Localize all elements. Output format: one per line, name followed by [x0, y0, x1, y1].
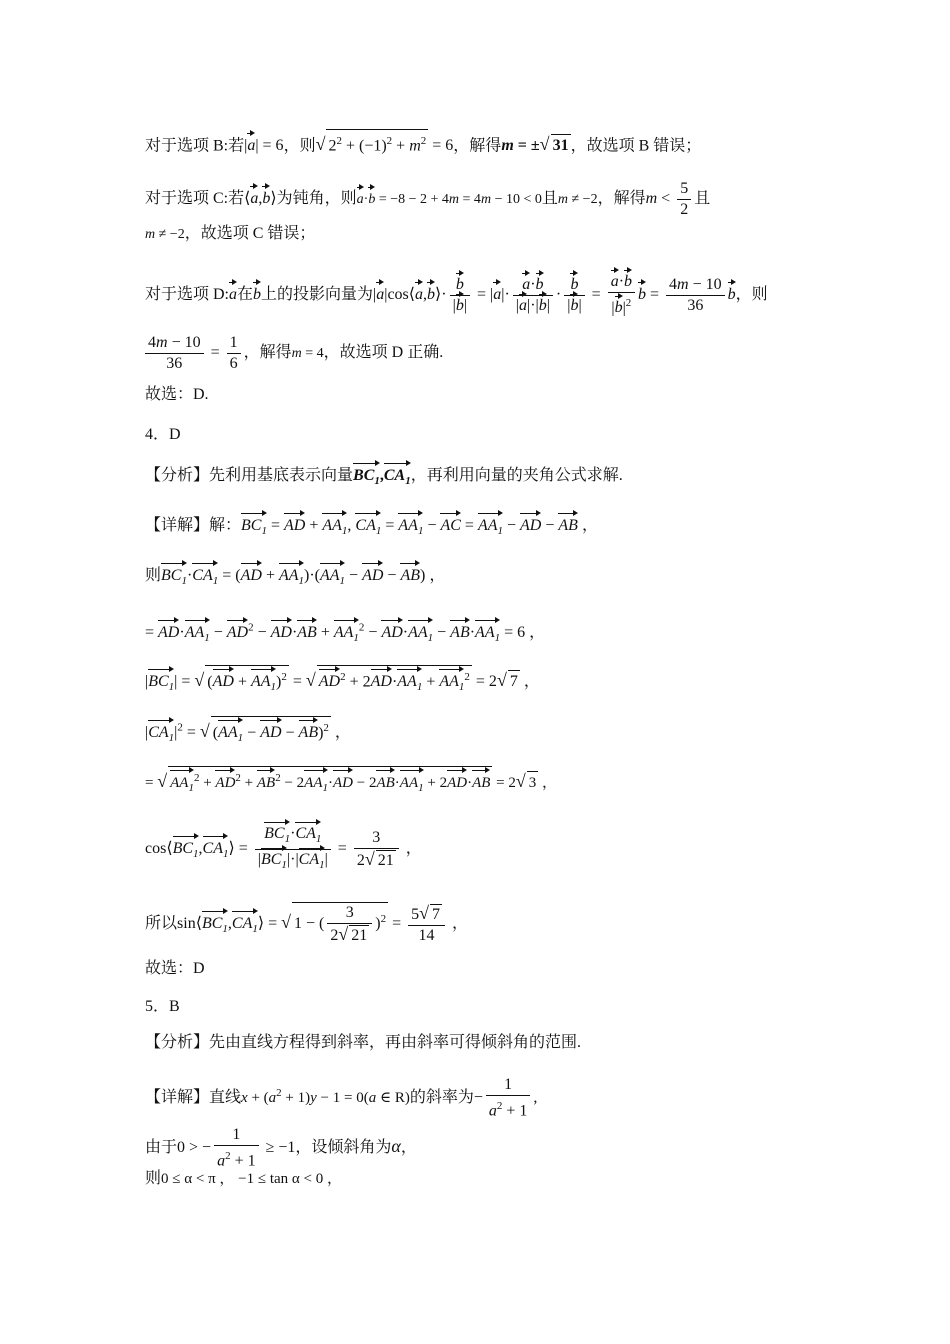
math-dot-expand: $BC_1\cdot CA_1 = (AD + AA_1)\cdot(AA_1$ − AD − AB) ， [161, 567, 445, 584]
option-c-conclusion: ，故选项 C 错误； [184, 225, 316, 242]
option-d-prefix: 对于选项 D: [145, 285, 230, 303]
q5-analysis: 【分析】先由直线方程得到斜率，再由斜率可得倾斜角的范围. [145, 1034, 582, 1051]
q4-detail-4 [145, 665, 540, 699]
q4-analysis-post: ，再利用向量的夹角公式求解. [410, 467, 623, 484]
math-m-neq-2: m ≠ −2 [145, 227, 185, 242]
math-range: 0 ≤ α < π ， −1 ≤ tan α < 0 ， [161, 1171, 342, 1187]
math-vec-b: b [253, 284, 261, 306]
q4-analysis [145, 465, 623, 492]
math-slope: − $\frac{1}{a^2 + 1}$ , [473, 1076, 538, 1120]
math-m-lt: m < $\frac{5}{2}$ [646, 190, 695, 207]
math-m-neq: m ≠ −2 [557, 192, 598, 208]
q4-detail-5 [145, 716, 351, 750]
option-c-line [145, 179, 710, 220]
math-bc1-norm: $|BC_1|$ = √ $(AD + AA_1)^2$ = √ $AD^2 + 2AD\cdot AA_1 + AA_1^2 = 2√$ 7 ， [145, 673, 540, 690]
q4-detail-8 [145, 902, 468, 946]
q4-so: 所以 [145, 915, 178, 933]
math-line-eq: $x + (a^2 + 1)y - 1 = 0(a$ ∈ R) [241, 1086, 410, 1106]
option-c-obtuse: 为钝角，则 [276, 190, 357, 208]
option-d-then: ，则 [735, 285, 768, 303]
q5-slope-label: 的斜率为 [409, 1088, 474, 1106]
math-base-expr: $BC_1$ = AD + $AA_1$, $CA_1 = AA_1$ − AC = $AA_1$ − AD − AB ， [241, 517, 598, 534]
math-vectors: $BC_1,CA_1$ [353, 467, 411, 484]
q4-detail-3 [145, 617, 545, 650]
option-b-prefix: 对于选项 B:若 [145, 137, 245, 155]
question-5-answer: 5．B [145, 998, 180, 1015]
q5-angle-label: ，设倾斜角为 [295, 1138, 392, 1156]
math-dot-product: a·b = −8 − 2 + 4m = 4m − 10 < 0 [357, 192, 542, 207]
math-alpha: α [391, 1135, 401, 1156]
q4-detail-6 [145, 766, 557, 799]
math-sqrt-expression: √ $2^2 + (-1)^2 + m^2 = 6$ [316, 137, 454, 154]
option-b-then: ，则 [283, 137, 316, 155]
math-projection: |a|cos⟨a,b⟩· $\frac{b}{|b|}$ = |a|· $\frac{a\cdot b}{|a|\cdot|b|}$ · $\frac{b}{|b|}$ = $\frac{a\cdot b}{|b|^2}$ b = $\frac{4m - 10}{36}$ b [373, 273, 736, 317]
option-b-line [145, 129, 701, 157]
q5-detail-1 [145, 1075, 537, 1121]
option-c-and2: 且 [694, 190, 711, 208]
option-c-line-2 [145, 223, 315, 246]
option-d-projection: 上的投影向量为 [261, 285, 374, 303]
q5-then: 则 [145, 1170, 162, 1187]
option-c-solve: ，解得 [597, 190, 646, 208]
answer-4: 故选：D [145, 960, 205, 977]
q4-detail-7 [145, 824, 422, 875]
q5-detail-2: 由于0 > − $\frac{1}{a^2 + 1}$ ≥ −1，设倾斜角为α， [145, 1126, 417, 1170]
option-d-on: 在 [237, 285, 254, 303]
option-c-and: 且 [541, 190, 558, 208]
answer-3: 故选：D. [145, 386, 209, 403]
math-equation-frac: $\frac{4m - 10}{36}$ = $\frac{1}{6}$ [142, 344, 244, 361]
option-c-prefix: 对于选项 C:若 [145, 190, 245, 208]
math-vec-a: a [229, 284, 237, 306]
option-d-line [145, 272, 768, 318]
option-b-solve: ，解得 [453, 137, 502, 155]
q5-since: 由于 [145, 1138, 178, 1156]
math-ca1-norm: $|CA_1|^2$ = √ ($AA_1$ − AD − AB)$^2$ ， [145, 724, 351, 741]
option-d-conclusion: ，故选项 D 正确. [323, 344, 444, 362]
q4-detail-2 [145, 565, 445, 592]
q4-then: 则 [145, 567, 162, 584]
math-dot-result: = $AD\cdot AA_1 - AD^2 - AD\cdot AB + AA_1^2 - AD\cdot AA_1 - AB\cdot AA_1 = 6$ ， [145, 624, 545, 641]
q5-detail-prefix: 【详解】直线 [145, 1088, 242, 1106]
math-cos: $\cos⟨BC_1,CA_1⟩$ = $\frac{BC_1\cdot CA_1}{|BC_1|\cdot|CA_1|}$ = $\frac{3}{2√ 21}$ ， [145, 840, 422, 857]
q4-analysis-prefix: 【分析】先利用基底表示向量 [145, 467, 354, 484]
option-d-solve: ，解得 [243, 344, 292, 362]
option-d-line-2 [145, 333, 443, 374]
q4-detail-prefix: 【详解】解： [145, 517, 242, 534]
q5-detail-3 [145, 1168, 342, 1190]
math-angle-ab: ⟨a,b⟩ [244, 190, 277, 207]
question-4-answer: 4．D [145, 426, 181, 443]
math-sin: $\sin⟨BC_1,CA_1⟩$ = √ 1 − ( $\frac{3}{2√ 21}$ )$^2$ = $\frac{5√ 7}{14}$ ， [177, 903, 469, 944]
q4-detail-1 [145, 515, 598, 542]
math-a-norm: |a| = 6 [244, 137, 283, 154]
math-ca1-expand: = √ $AA_1^2 + AD^2 + AB^2 - 2AA_1\cdot AD - 2AB\cdot AA_1 + 2AD\cdot AB = 2√$ 3 ， [145, 775, 557, 791]
math-m-value: m = ±√ 31 [501, 137, 570, 154]
option-b-conclusion: ，故选项 B 错误； [570, 137, 702, 155]
math-m-eq-4: m = 4 [291, 346, 324, 362]
math-inequality: 0 > − $\frac{1}{a^2 + 1}$ ≥ −1 [177, 1126, 296, 1170]
